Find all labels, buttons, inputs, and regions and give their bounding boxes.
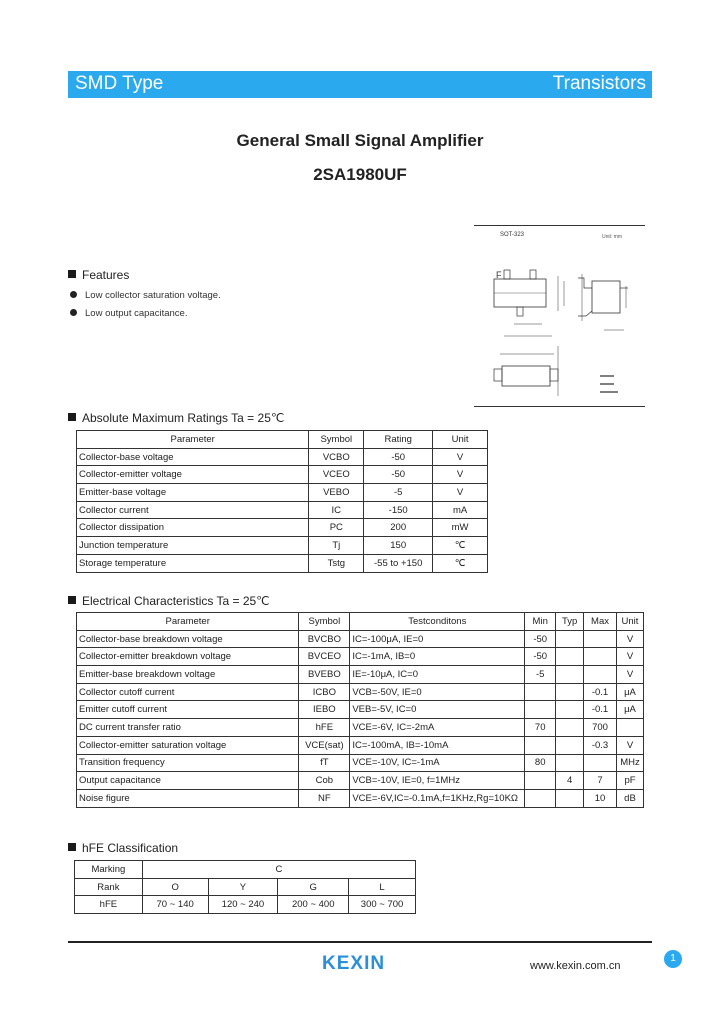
table-cell: -0.1 [584, 683, 617, 701]
table-cell: IC [309, 501, 364, 519]
square-bullet-icon [68, 270, 76, 278]
header-category: SMD Type [75, 73, 164, 94]
table-cell: BVCBO [299, 630, 350, 648]
table-cell: VEBO [309, 484, 364, 502]
table-cell: -5 [364, 484, 433, 502]
abs-max-table [76, 430, 488, 573]
table-cell: Tstg [309, 554, 364, 572]
table-cell: VCE=-10V, IC=-1mA [350, 754, 525, 772]
table-cell: 120 ~ 240 [208, 896, 278, 914]
table-cell: Storage temperature [77, 554, 309, 572]
table-cell: V [616, 736, 643, 754]
table-row [77, 537, 488, 555]
table-row [77, 701, 644, 719]
table-cell: VCEO [309, 466, 364, 484]
table-row [75, 861, 416, 879]
column-header: Parameter [77, 431, 309, 449]
table-cell [556, 648, 584, 666]
table-cell [584, 648, 617, 666]
table-cell: VCB=-10V, IE=0, f=1MHz [350, 772, 525, 790]
table-row [77, 630, 644, 648]
table-cell: O [142, 878, 208, 896]
column-header: Parameter [77, 613, 299, 631]
feature-item: Low collector saturation voltage. [70, 290, 221, 301]
column-header: Unit [433, 431, 488, 449]
table-cell: Collector-emitter voltage [77, 466, 309, 484]
website-link[interactable]: www.kexin.com.cn [530, 960, 621, 972]
features-heading: Features [68, 268, 129, 282]
table-cell: mW [433, 519, 488, 537]
table-header-row [77, 613, 644, 631]
table-row [75, 896, 416, 914]
part-number: 2SA1980UF [313, 165, 407, 184]
table-cell [556, 683, 584, 701]
table-row [77, 648, 644, 666]
table-cell: 10 [584, 789, 617, 807]
table-cell: hFE [75, 896, 143, 914]
table-cell: VCB=-50V, IE=0 [350, 683, 525, 701]
table-cell [525, 683, 556, 701]
package-outline-drawing [474, 225, 645, 407]
table-cell: μA [616, 701, 643, 719]
hfe-classification-table [74, 860, 416, 914]
table-cell: Transition frequency [77, 754, 299, 772]
column-header: Symbol [309, 431, 364, 449]
table-cell [556, 719, 584, 737]
abs-max-heading: Absolute Maximum Ratings Ta = 25℃ [68, 411, 284, 425]
table-cell: pF [616, 772, 643, 790]
table-row [77, 484, 488, 502]
table-cell: Tj [309, 537, 364, 555]
table-cell: IE=-10μA, IC=0 [350, 666, 525, 684]
table-cell: BVCEO [299, 648, 350, 666]
table-cell: -0.1 [584, 701, 617, 719]
table-cell: -50 [364, 448, 433, 466]
table-cell [525, 701, 556, 719]
table-cell: 150 [364, 537, 433, 555]
table-row [75, 878, 416, 896]
table-row [77, 448, 488, 466]
table-cell: Noise figure [77, 789, 299, 807]
company-logo: KEXIN [322, 953, 386, 974]
table-cell: Y [208, 878, 278, 896]
square-bullet-icon [68, 596, 76, 604]
table-cell: 70 [525, 719, 556, 737]
table-cell: IC=-1mA, IB=0 [350, 648, 525, 666]
table-cell: 300 ~ 700 [349, 896, 416, 914]
table-row [77, 772, 644, 790]
table-cell: ℃ [433, 554, 488, 572]
table-cell [556, 736, 584, 754]
table-cell [556, 754, 584, 772]
column-header: Testconditons [350, 613, 525, 631]
table-cell: -50 [364, 466, 433, 484]
elec-heading: Electrical Characteristics Ta = 25℃ [68, 594, 270, 608]
table-row [77, 554, 488, 572]
table-cell: L [349, 878, 416, 896]
table-cell: -50 [525, 648, 556, 666]
table-header-row [77, 431, 488, 449]
table-cell [556, 701, 584, 719]
table-cell: Output capacitance [77, 772, 299, 790]
table-cell: V [433, 448, 488, 466]
column-header: Rating [364, 431, 433, 449]
table-cell: IC=-100μA, IE=0 [350, 630, 525, 648]
table-cell: hFE [299, 719, 350, 737]
table-cell: VCBO [309, 448, 364, 466]
table-cell: DC current transfer ratio [77, 719, 299, 737]
table-cell: 700 [584, 719, 617, 737]
table-cell: VCE=-6V, IC=-2mA [350, 719, 525, 737]
table-row [77, 501, 488, 519]
table-cell: Collector-emitter saturation voltage [77, 736, 299, 754]
table-row [77, 666, 644, 684]
table-cell [556, 789, 584, 807]
package-unit: Unit: mm [602, 234, 622, 240]
table-cell: -55 to +150 [364, 554, 433, 572]
table-cell: BVEBO [299, 666, 350, 684]
table-cell: Emitter cutoff current [77, 701, 299, 719]
table-cell: -5 [525, 666, 556, 684]
table-cell [556, 666, 584, 684]
table-cell: V [616, 630, 643, 648]
column-header: Min [525, 613, 556, 631]
column-header: Unit [616, 613, 643, 631]
table-cell: 70 ~ 140 [142, 896, 208, 914]
table-cell: VCE=-6V,IC=-0.1mA,f=1KHz,Rg=10KΩ [350, 789, 525, 807]
table-cell: Emitter-base breakdown voltage [77, 666, 299, 684]
hfe-heading: hFE Classification [68, 841, 178, 855]
table-cell [525, 736, 556, 754]
table-cell: Junction temperature [77, 537, 309, 555]
table-cell: Rank [75, 878, 143, 896]
table-cell: V [433, 466, 488, 484]
table-cell [584, 754, 617, 772]
square-bullet-icon [68, 413, 76, 421]
table-cell [525, 789, 556, 807]
page-number: 1 [664, 950, 682, 968]
table-cell [556, 630, 584, 648]
table-cell: 200 ~ 400 [278, 896, 349, 914]
square-bullet-icon [68, 843, 76, 851]
table-cell: -150 [364, 501, 433, 519]
table-cell [584, 630, 617, 648]
table-cell: 80 [525, 754, 556, 772]
column-header: Symbol [299, 613, 350, 631]
table-row [77, 719, 644, 737]
dot-bullet-icon [70, 291, 77, 298]
table-cell: ICBO [299, 683, 350, 701]
table-row [77, 519, 488, 537]
table-cell [584, 666, 617, 684]
column-header: Typ [556, 613, 584, 631]
electrical-characteristics-table [76, 612, 644, 808]
dot-bullet-icon [70, 309, 77, 316]
table-cell: -0.3 [584, 736, 617, 754]
table-cell: G [278, 878, 349, 896]
document-title: General Small Signal Amplifier [236, 131, 484, 150]
table-cell: fT [299, 754, 350, 772]
table-cell: 7 [584, 772, 617, 790]
table-cell [616, 719, 643, 737]
package-name: SOT-323 [500, 232, 525, 238]
table-cell: MHz [616, 754, 643, 772]
table-cell: VCE(sat) [299, 736, 350, 754]
table-row [77, 789, 644, 807]
table-cell: IC=-100mA, IB=-10mA [350, 736, 525, 754]
table-row [77, 736, 644, 754]
table-cell: PC [309, 519, 364, 537]
table-cell: ℃ [433, 537, 488, 555]
table-cell: 4 [556, 772, 584, 790]
table-row [77, 466, 488, 484]
table-row [77, 754, 644, 772]
table-cell: Cob [299, 772, 350, 790]
svg-text:F: F [496, 270, 502, 280]
table-cell: V [616, 648, 643, 666]
table-cell: 200 [364, 519, 433, 537]
table-cell: μA [616, 683, 643, 701]
table-cell: Emitter-base voltage [77, 484, 309, 502]
column-header: Max [584, 613, 617, 631]
table-cell: Collector cutoff current [77, 683, 299, 701]
table-row [77, 683, 644, 701]
marking-label: Marking [75, 861, 143, 879]
table-cell: Collector-base voltage [77, 448, 309, 466]
table-cell: Collector-base breakdown voltage [77, 630, 299, 648]
table-cell: Collector dissipation [77, 519, 309, 537]
table-cell: Collector-emitter breakdown voltage [77, 648, 299, 666]
header-product-type: Transistors [552, 73, 646, 94]
marking-value: C [142, 861, 415, 879]
footer-divider [68, 941, 652, 943]
table-cell: VEB=-5V, IC=0 [350, 701, 525, 719]
table-cell: IEBO [299, 701, 350, 719]
table-cell: V [433, 484, 488, 502]
table-cell: Collector current [77, 501, 309, 519]
feature-item: Low output capacitance. [70, 308, 187, 319]
header-bar [68, 71, 652, 98]
table-cell: mA [433, 501, 488, 519]
table-cell: -50 [525, 630, 556, 648]
table-cell: NF [299, 789, 350, 807]
table-cell [525, 772, 556, 790]
table-cell: V [616, 666, 643, 684]
table-cell: dB [616, 789, 643, 807]
